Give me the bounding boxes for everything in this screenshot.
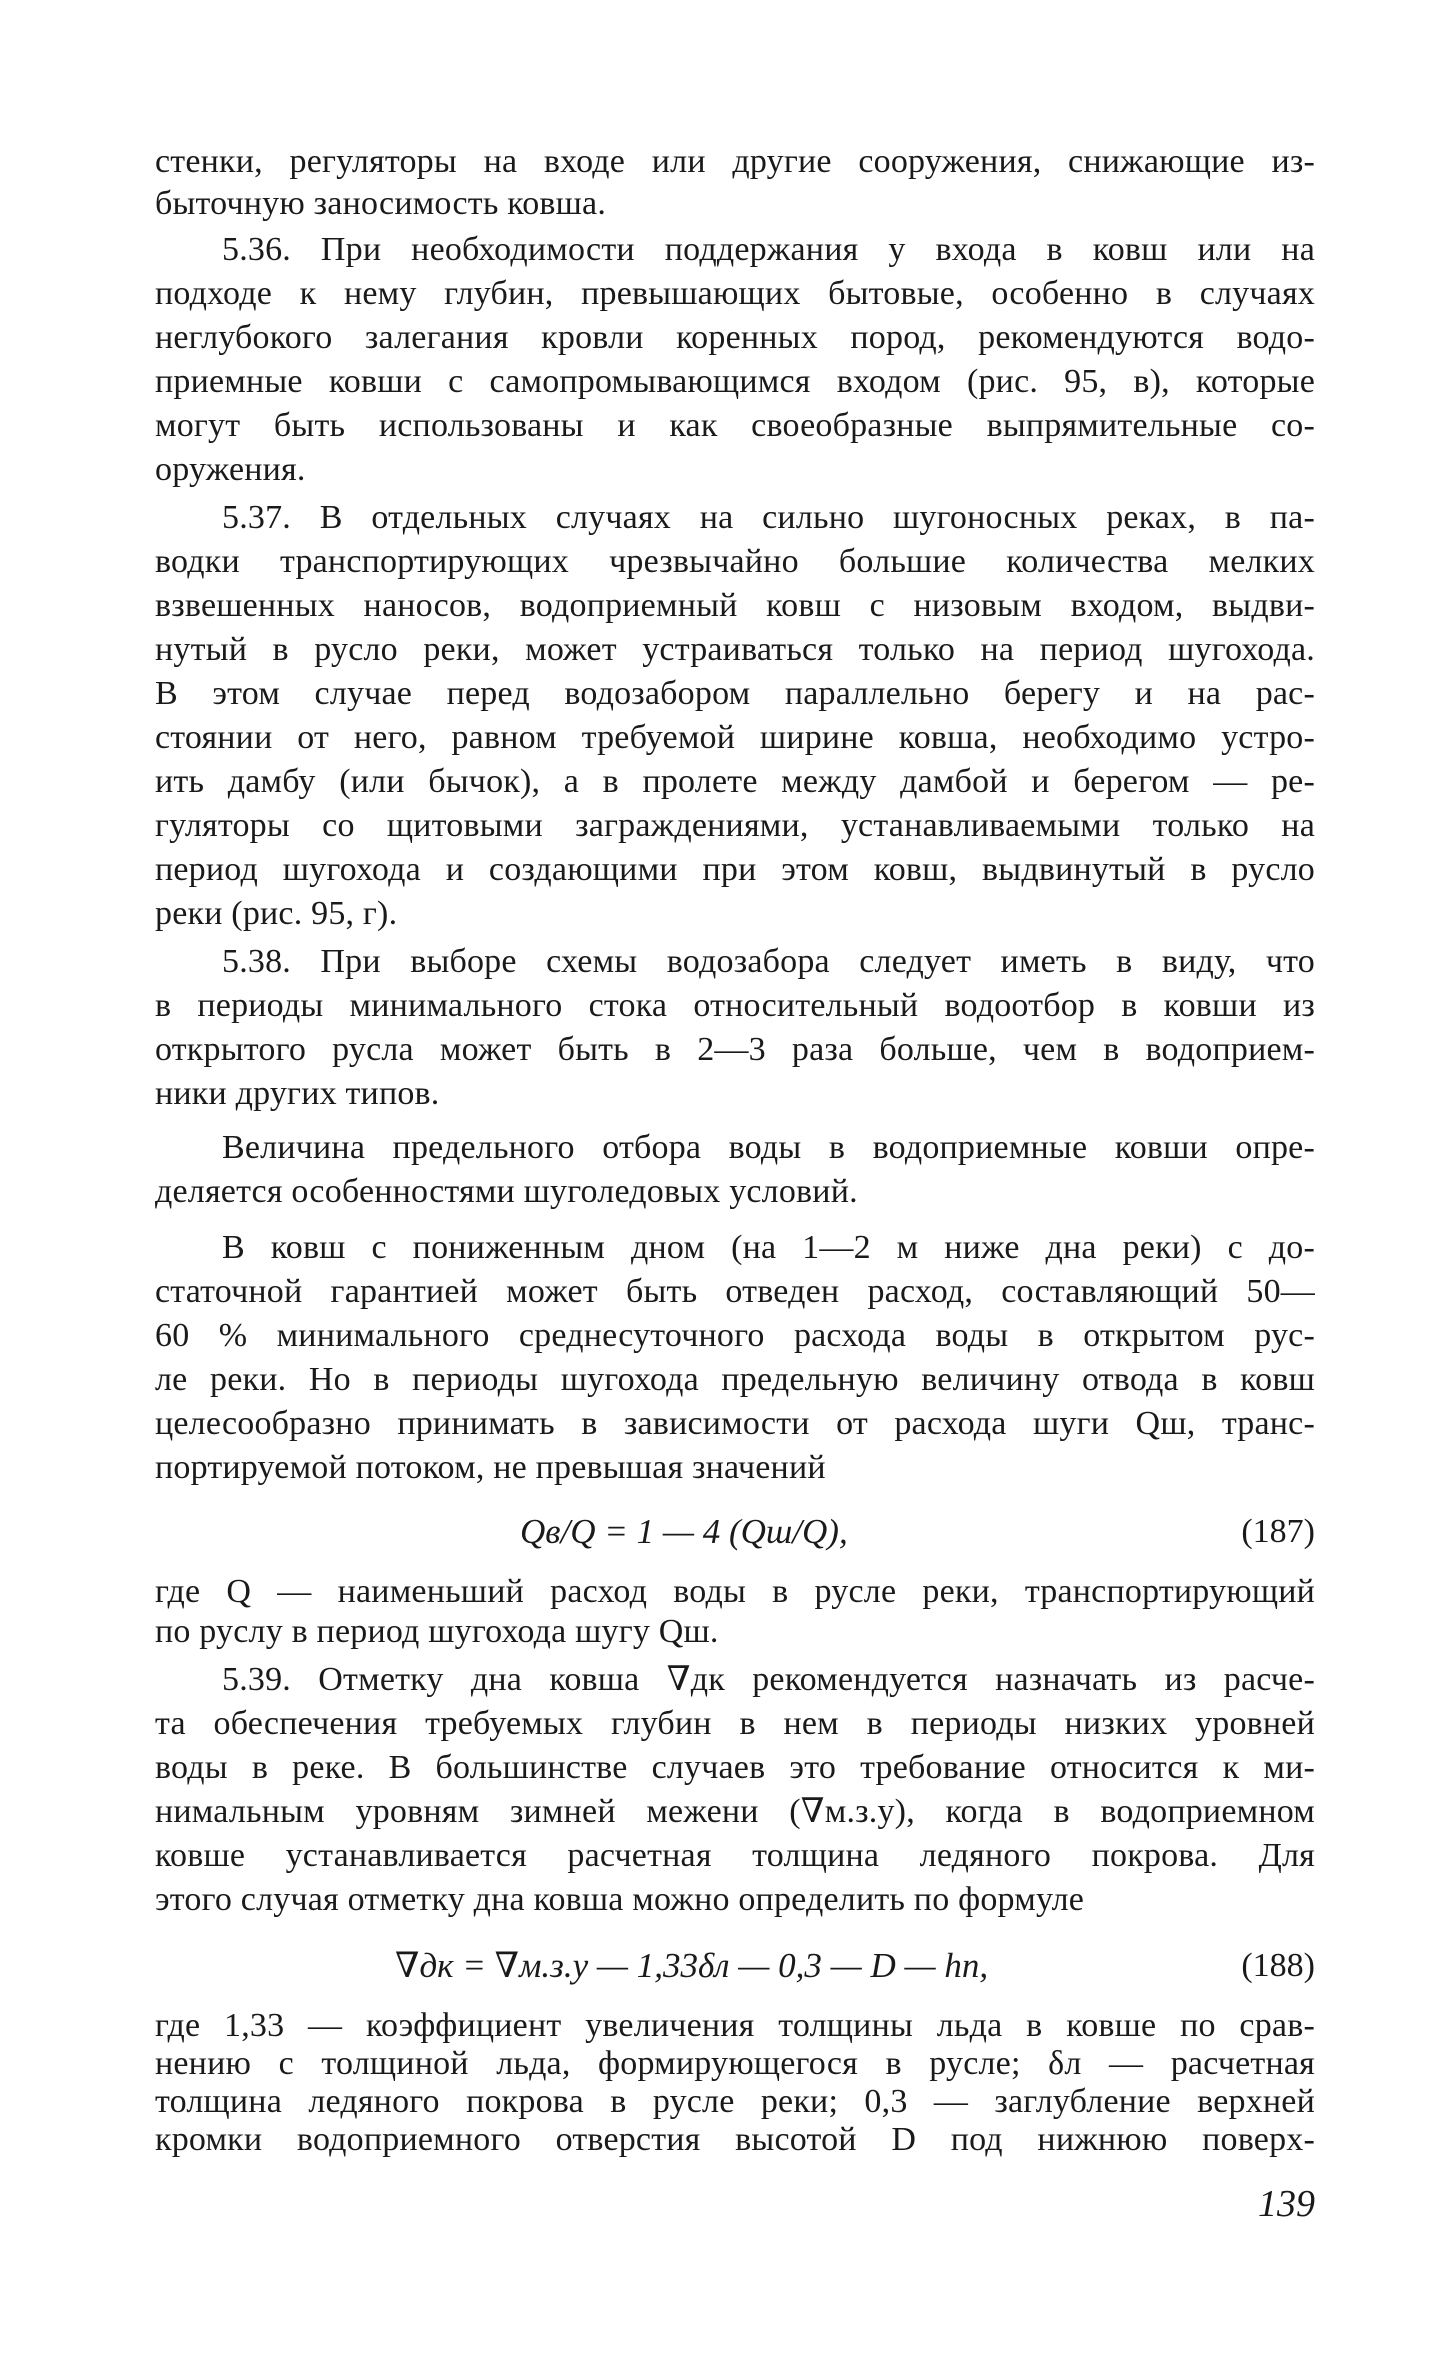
text-line: подходе к нему глубин, превышающих бытовые, особенно в случаях <box>155 275 1315 312</box>
text-line: ле реки. Но в периоды шугохода предельную величину отвода в ковш <box>155 1361 1315 1398</box>
text-line: статочной гарантией может быть отведен расход, составляющий 50— <box>155 1273 1315 1310</box>
text-line: Величина предельного отбора воды в водоприемные ковши опре- <box>222 1129 1315 1166</box>
text-line: неглубокого залегания кровли коренных пород, рекомендуются водо- <box>155 319 1315 356</box>
text-line: этого случая отметку дна ковша можно определить по формуле <box>155 1881 1085 1918</box>
text-line: толщина ледяного покрова в русле реки; 0,3 — заглубление верхней <box>155 2083 1315 2120</box>
text-line: период шугохода и создающими при этом ковш, выдвинутый в русло <box>155 851 1315 888</box>
equation-number-188: (188) <box>1241 1947 1315 1984</box>
text-line: В этом случае перед водозабором параллельно берегу и на рас- <box>155 675 1315 712</box>
text-line: воды в реке. В большинстве случаев это требование относится к ми- <box>155 1749 1315 1786</box>
equation-number-187: (187) <box>1241 1513 1315 1550</box>
text-line: быточную заносимость ковша. <box>155 185 607 222</box>
text-line: В ковш с пониженным дном (на 1—2 м ниже дна реки) с до- <box>222 1229 1315 1266</box>
formula-188: ∇дк = ∇м.з.у — 1,33δл — 0,3 — D — hп, <box>395 1946 989 1985</box>
text-line: нутый в русло реки, может устраиваться только на период шугохода. <box>155 631 1315 668</box>
page-number: 139 <box>1258 2183 1315 2225</box>
text-line: ковше устанавливается расчетная толщина ледяного покрова. Для <box>155 1837 1315 1874</box>
text-line: стоянии от него, равном требуемой ширине ковша, необходимо устро- <box>155 719 1315 756</box>
text-line: взвешенных наносов, водоприемный ковш с низовым входом, выдви- <box>155 587 1315 624</box>
text-line: та обеспечения требуемых глубин в нем в периоды низких уровней <box>155 1705 1315 1742</box>
text-line: портируемой потоком, не превышая значений <box>155 1449 826 1486</box>
text-line: 5.37. В отдельных случаях на сильно шугоносных реках, в па- <box>222 499 1315 536</box>
text-line: могут быть использованы и как своеобразные выпрямительные со- <box>155 407 1315 444</box>
text-line: реки (рис. 95, г). <box>155 895 398 932</box>
text-line: нимальным уровням зимней межени (∇м.з.у), когда в водоприемном <box>155 1793 1315 1830</box>
text-line: по руслу в период шугохода шугу Qш. <box>155 1613 719 1650</box>
text-line: деляется особенностями шуголедовых условий. <box>155 1173 858 1210</box>
text-line: 5.38. При выборе схемы водозабора следует иметь в виду, что <box>222 943 1315 980</box>
formula-187: Qв/Q = 1 — 4 (Qш/Q), <box>520 1512 848 1551</box>
text-line: ить дамбу (или бычок), а в пролете между дамбой и берегом — ре- <box>155 763 1315 800</box>
text-line: ники других типов. <box>155 1075 440 1112</box>
text-line: водки транспортирующих чрезвычайно большие количества мелких <box>155 543 1315 580</box>
text-line: 5.39. Отметку дна ковша ∇дк рекомендуется назначать из расче- <box>222 1661 1315 1698</box>
text-line: гуляторы со щитовыми заграждениями, устанавливаемыми только на <box>155 807 1315 844</box>
text-line: приемные ковши с самопромывающимся входом (рис. 95, в), которые <box>155 363 1315 400</box>
text-line: кромки водоприемного отверстия высотой D под нижнюю поверх- <box>155 2121 1315 2158</box>
text-line: в периоды минимального стока относительный водоотбор в ковши из <box>155 987 1315 1024</box>
text-line: 60 % минимального среднесуточного расхода воды в открытом рус- <box>155 1317 1315 1354</box>
text-line: 5.36. При необходимости поддержания у входа в ковш или на <box>222 231 1315 268</box>
text-line: целесообразно принимать в зависимости от расхода шуги Qш, транс- <box>155 1405 1315 1442</box>
text-line: стенки, регуляторы на входе или другие сооружения, снижающие из- <box>155 143 1315 180</box>
text-line: где Q — наименьший расход воды в русле реки, транспортирующий <box>155 1573 1315 1610</box>
text-line: оружения. <box>155 451 306 488</box>
text-line: нению с толщиной льда, формирующегося в русле; δл — расчетная <box>155 2045 1315 2082</box>
text-line: где 1,33 — коэффициент увеличения толщины льда в ковше по срав- <box>155 2007 1315 2044</box>
text-line: открытого русла может быть в 2—3 раза больше, чем в водоприем- <box>155 1031 1315 1068</box>
